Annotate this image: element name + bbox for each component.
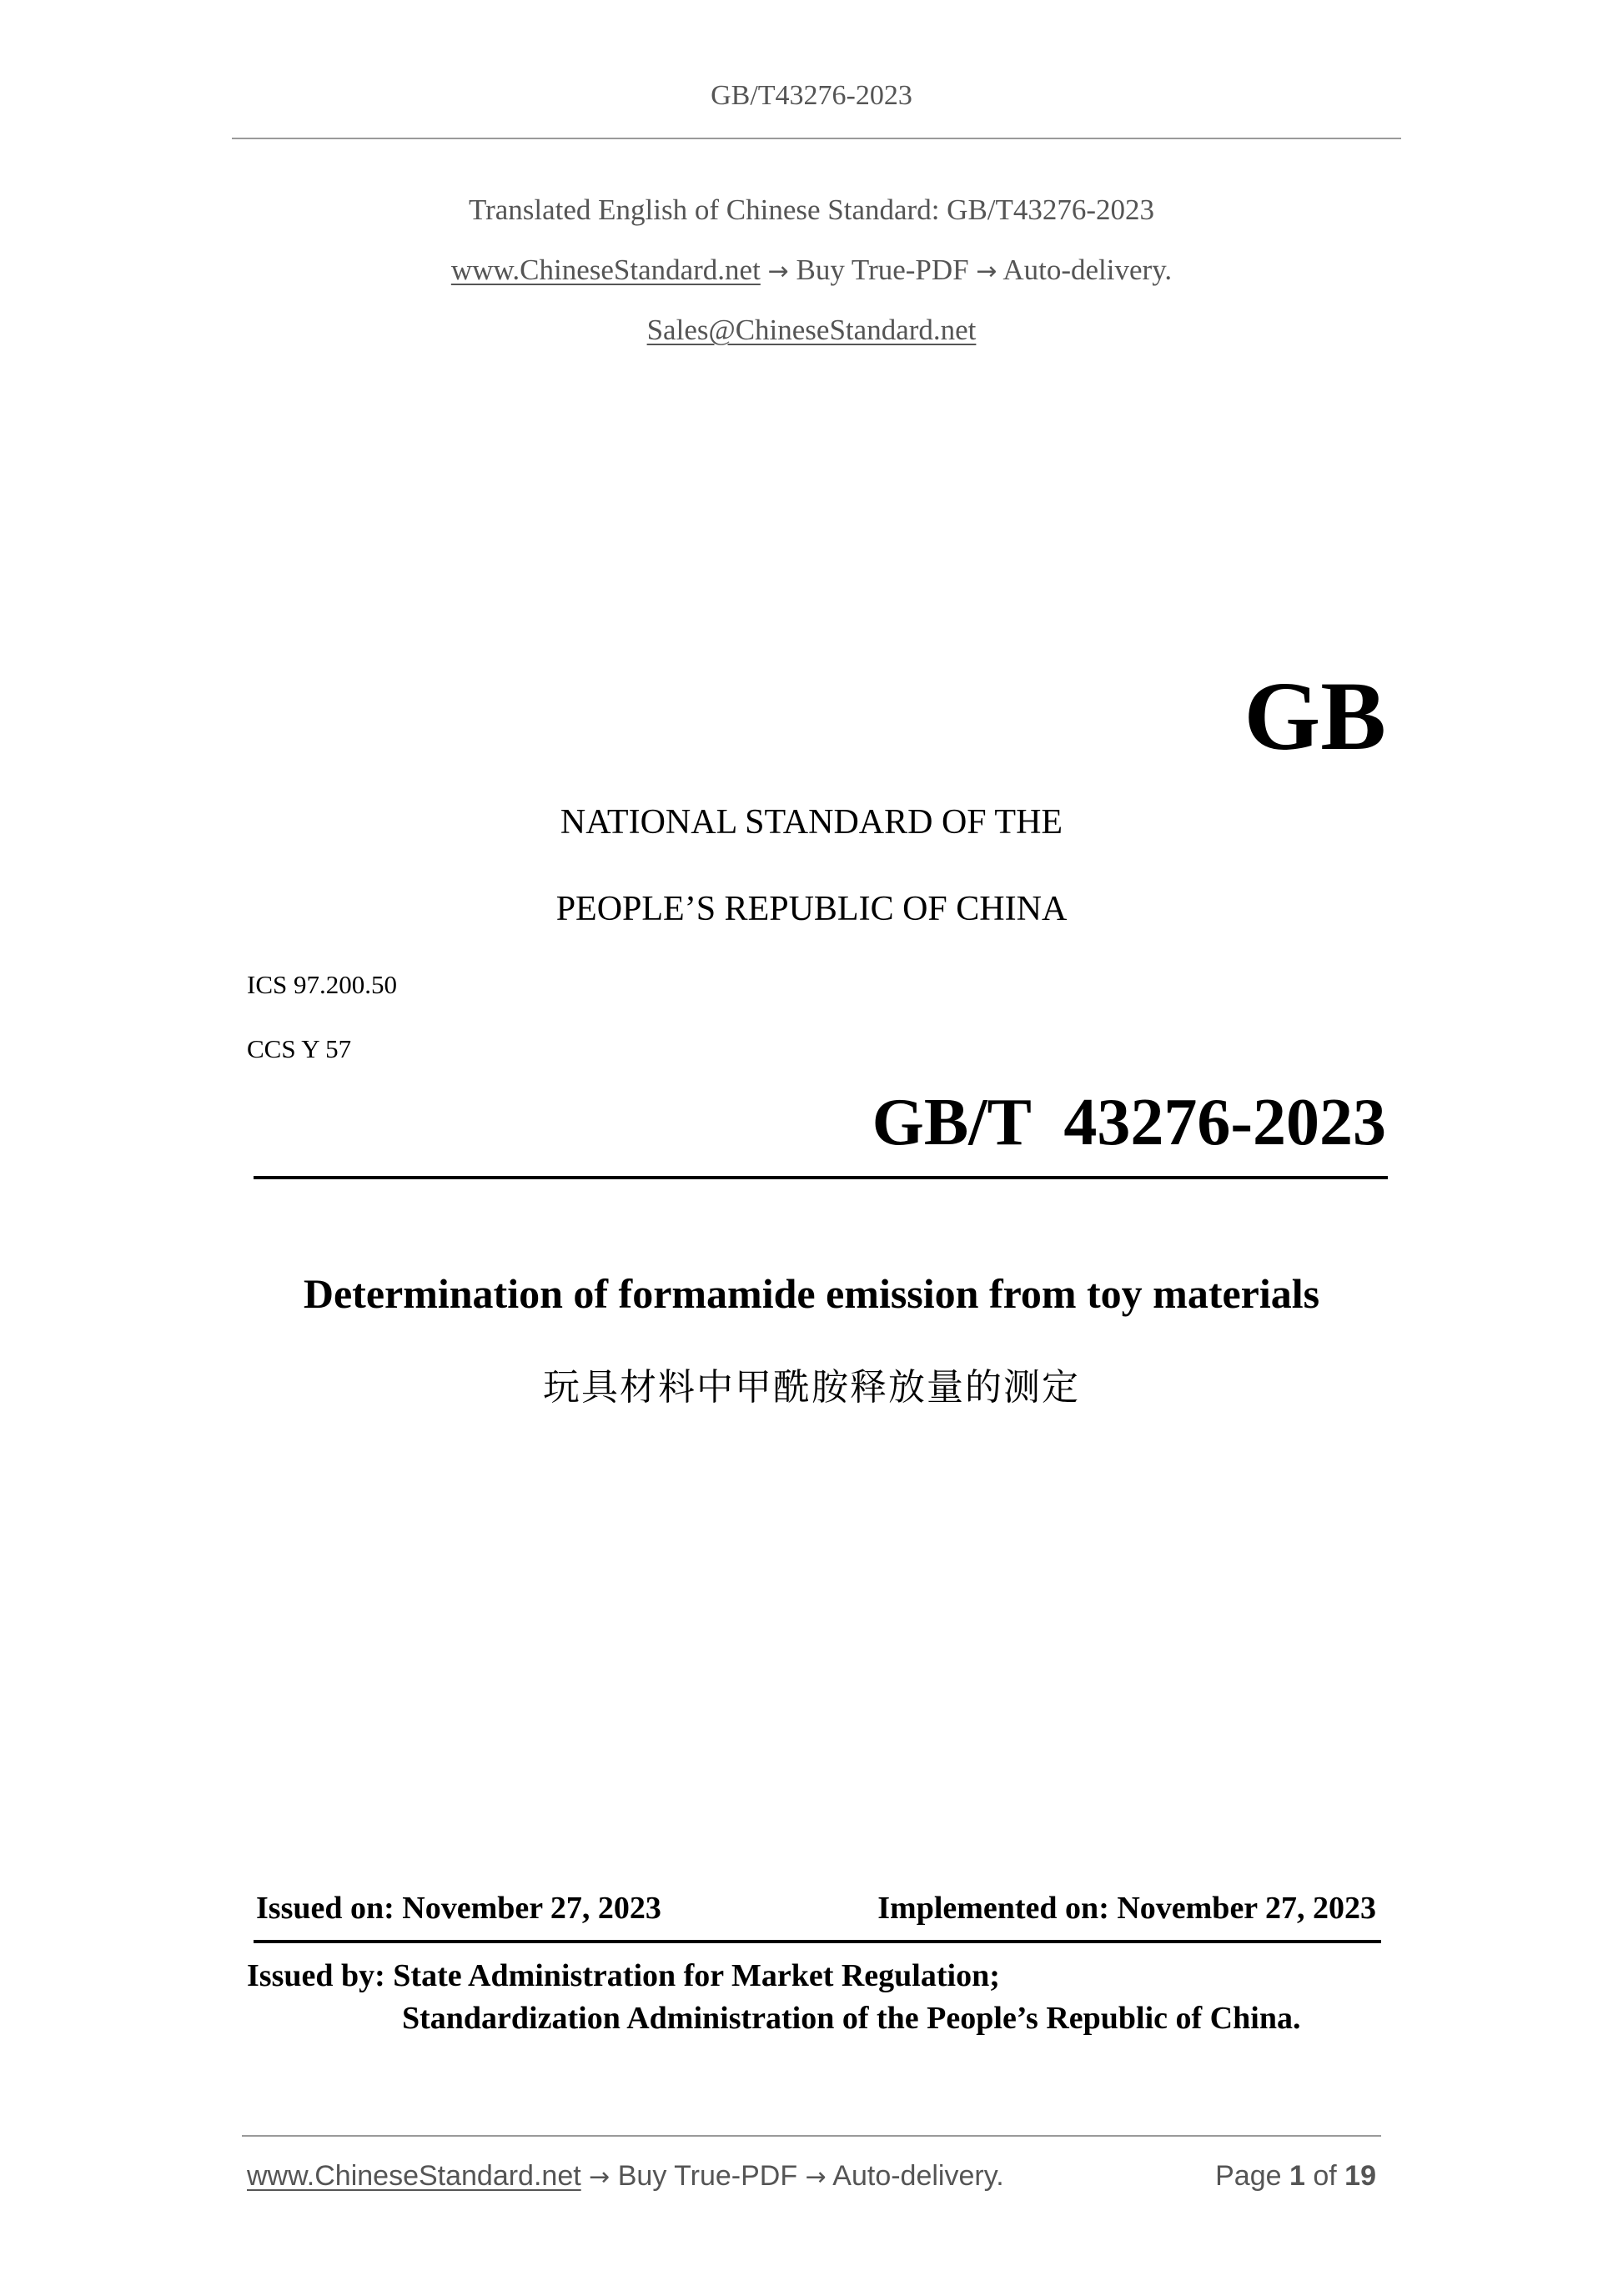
issued-date: Issued on: November 27, 2023 <box>256 1891 661 1926</box>
ccs-code: CCS Y 57 <box>247 1034 352 1063</box>
arrow-right-icon: → <box>589 2163 611 2192</box>
page-label: Page <box>1215 2160 1282 2192</box>
issuer-line1: Issued by: State Administration for Market Regulation; <box>247 1958 1000 1993</box>
issuer-line2: Standardization Administration of the People’s Republic of China. <box>402 2001 1301 2036</box>
page-current: 1 <box>1289 2160 1305 2192</box>
dates-rule <box>254 1940 1381 1943</box>
arrow-right-icon: → <box>767 257 789 286</box>
footer-delivery-text: Auto-delivery. <box>832 2160 1004 2192</box>
standard-number-rule <box>254 1176 1388 1179</box>
footer-rule <box>242 2135 1381 2137</box>
email-line <box>0 314 1623 347</box>
purchase-line <box>0 254 1623 287</box>
page-total: 19 <box>1344 2160 1376 2192</box>
buy-true-pdf-text: Buy True-PDF <box>796 254 969 286</box>
gb-logo: GB <box>1244 661 1386 771</box>
ics-code: ICS 97.200.50 <box>247 970 397 999</box>
arrow-right-icon: → <box>805 2163 827 2192</box>
national-standard-line2: PEOPLE’S REPUBLIC OF CHINA <box>555 890 1068 928</box>
footer-purchase-line <box>247 2160 1004 2193</box>
arrow-right-icon: → <box>976 257 997 286</box>
national-standard-line1: NATIONAL STANDARD OF THE <box>560 803 1063 842</box>
translation-notice: Translated English of Chinese Standard: GB/T43276-2023 <box>468 193 1155 226</box>
sales-email-link[interactable]: Sales@ChineseStandard.net <box>646 314 977 346</box>
page-of: of <box>1313 2160 1337 2192</box>
footer-website-link[interactable]: www.ChineseStandard.net <box>247 2160 581 2192</box>
title-chinese: 玩具材料中甲酰胺释放量的测定 <box>543 1366 1080 1409</box>
page-indicator <box>1215 2160 1376 2193</box>
running-header: GB/T43276-2023 <box>711 80 912 111</box>
footer-buy-text: Buy True-PDF <box>617 2160 798 2192</box>
title-english: Determination of formamide emission from toy materials <box>303 1270 1320 1317</box>
auto-delivery-text: Auto-delivery. <box>1002 254 1173 286</box>
standard-number: GB/T 43276-2023 <box>872 1086 1386 1159</box>
implemented-date: Implemented on: November 27, 2023 <box>877 1891 1376 1926</box>
header-rule <box>232 138 1401 139</box>
website-link[interactable]: www.ChineseStandard.net <box>450 254 761 286</box>
